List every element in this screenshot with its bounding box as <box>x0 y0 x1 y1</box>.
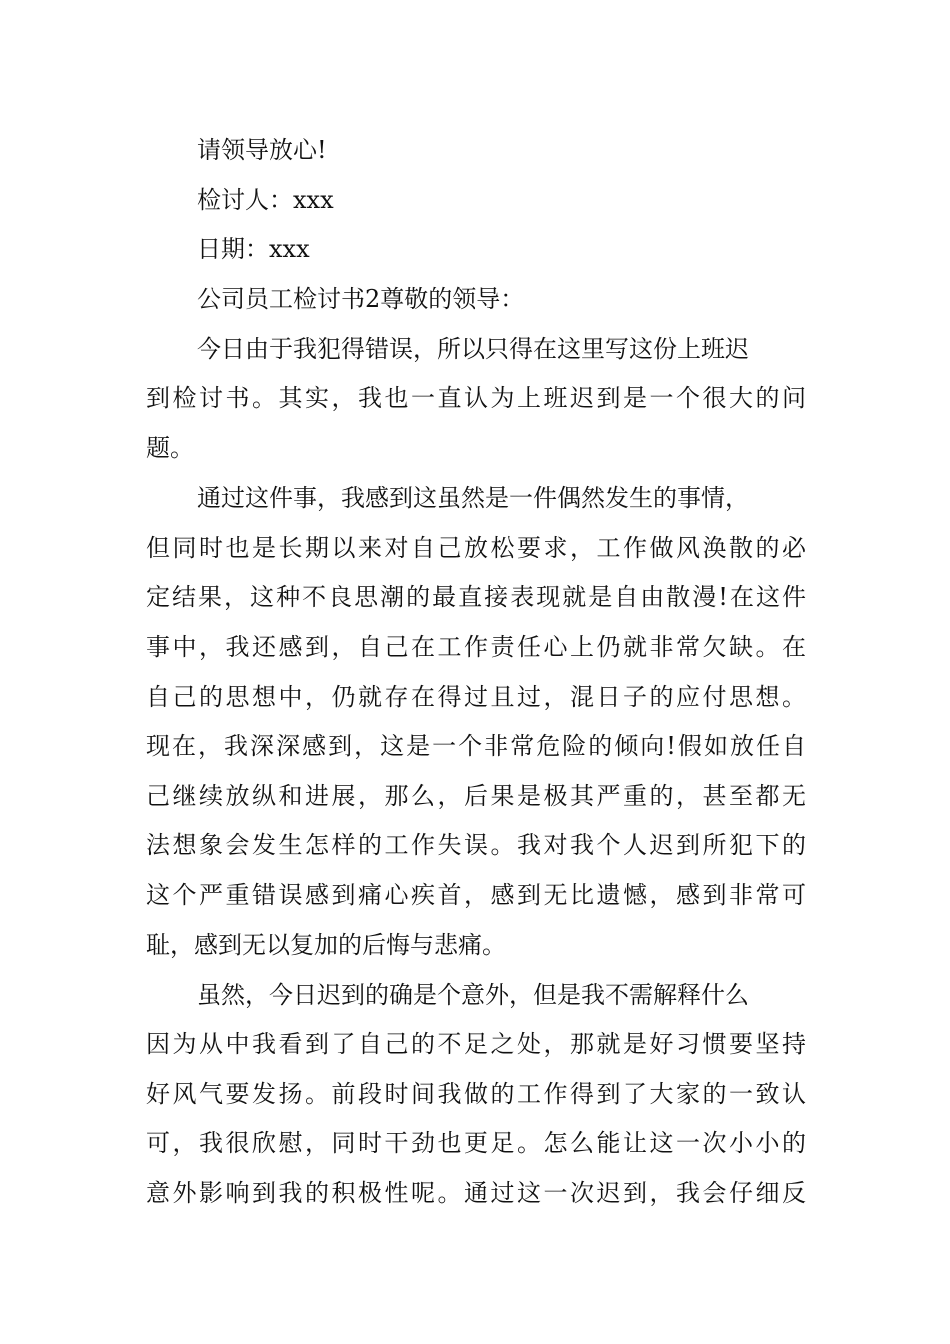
closing-line: 请领导放心! <box>197 136 327 164</box>
section-title-line: 公司员工检讨书2尊敬的领导： <box>197 285 525 313</box>
paragraph2-line4: 事中，我还感到，自己在工作责任心上仍就非常欠缺。在 <box>146 633 806 661</box>
date-line: 日期：xxx <box>197 235 310 263</box>
paragraph1-line2: 到检讨书。其实，我也一直认为上班迟到是一个很大的问 <box>146 384 806 412</box>
paragraph3-line4: 可，我很欣慰，同时干劲也更足。怎么能让这一次小小的 <box>146 1129 806 1157</box>
author-line: 检讨人：xxx <box>197 186 334 214</box>
paragraph2-line7: 己继续放纵和进展，那么，后果是极其严重的，甚至都无 <box>146 782 806 810</box>
paragraph2-line6: 现在，我深深感到，这是一个非常危险的倾向!假如放任自 <box>146 732 806 760</box>
paragraph1-line1: 今日由于我犯得错误，所以只得在这里写这份上班迟 <box>197 335 749 363</box>
paragraph2-line1: 通过这件事，我感到这虽然是一件偶然发生的事情， <box>197 484 749 512</box>
paragraph3-line3: 好风气要发扬。前段时间我做的工作得到了大家的一致认 <box>146 1080 806 1108</box>
paragraph3-line2: 因为从中我看到了自己的不足之处，那就是好习惯要坚持 <box>146 1030 806 1058</box>
paragraph2-line10: 耻，感到无以复加的后悔与悲痛。 <box>146 931 506 959</box>
paragraph2-line8: 法想象会发生怎样的工作失误。我对我个人迟到所犯下的 <box>146 831 806 859</box>
paragraph2-line3: 定结果，这种不良思潮的最直接表现就是自由散漫!在这件 <box>146 583 806 611</box>
paragraph1-line3: 题。 <box>146 434 194 462</box>
paragraph3-line5: 意外影响到我的积极性呢。通过这一次迟到，我会仔细反 <box>146 1179 806 1207</box>
paragraph2-line2: 但同时也是长期以来对自己放松要求，工作做风涣散的必 <box>146 534 806 562</box>
paragraph2-line5: 自己的思想中，仍就存在得过且过，混日子的应付思想。 <box>146 683 806 711</box>
paragraph3-line1: 虽然，今日迟到的确是个意外，但是我不需解释什么 <box>197 981 749 1009</box>
paragraph2-line9: 这个严重错误感到痛心疾首，感到无比遗憾，感到非常可 <box>146 881 806 909</box>
